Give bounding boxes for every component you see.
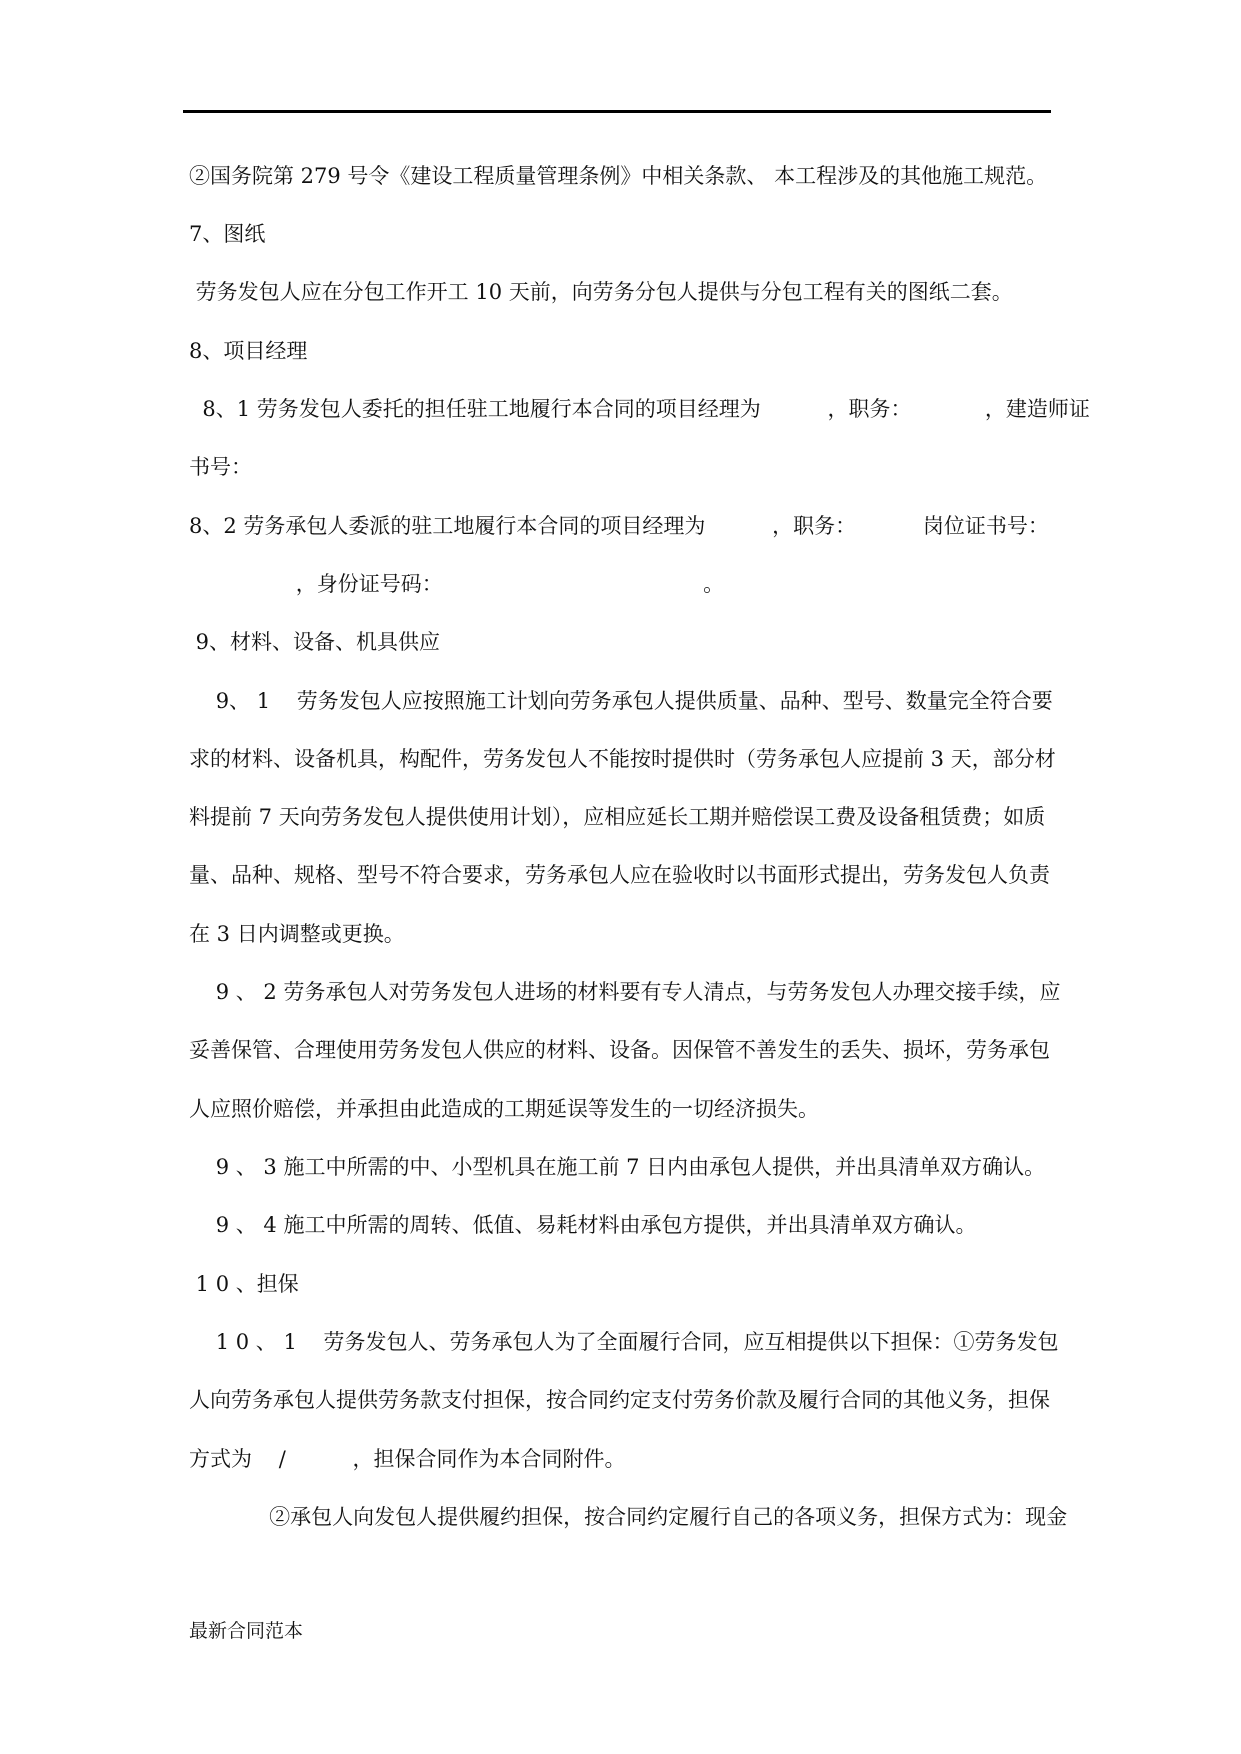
text-line: 9 、 2 劳务承包人对劳务发包人进场的材料要有专人清点，与劳务发包人办理交接手续，应 — [189, 980, 1061, 1004]
text-line: 9、 1 劳务发包人应按照施工计划向劳务承包人提供质量、品种、型号、数量完全符合要 — [189, 689, 1053, 713]
text-line: ②国务院第 279 号令《建设工程质量管理条例》中相关条款、 本工程涉及的其他施工规范。 — [189, 164, 1048, 188]
page-footer: 最新合同范本 — [189, 1620, 304, 1642]
text-line: 9 、 3 施工中所需的中、小型机具在施工前 7 日内由承包人提供，并出具清单双方确认。 — [189, 1155, 1046, 1179]
text-line: 8、1 劳务发包人委托的担任驻工地履行本合同的项目经理为 ，职务： ，建造师证 — [189, 397, 1090, 421]
text-line: 9 、 4 施工中所需的周转、低值、易耗材料由承包方提供，并出具清单双方确认。 — [189, 1213, 977, 1237]
section-heading: 7、图纸 — [189, 222, 266, 246]
text-line: 人应照价赔偿，并承担由此造成的工期延误等发生的一切经济损失。 — [189, 1097, 819, 1121]
text-line: 1 0 、 1 劳务发包人、劳务承包人为了全面履行合同，应互相提供以下担保：①劳务发包 — [189, 1330, 1059, 1354]
text-line: 8、2 劳务承包人委派的驻工地履行本合同的项目经理为 ，职务： 岗位证书号： — [189, 514, 1049, 538]
section-heading: 8、项目经理 — [189, 339, 308, 363]
text-line: ，身份证号码： 。 — [189, 572, 725, 596]
text-line: 求的材料、设备机具，构配件，劳务发包人不能按时提供时（劳务承包人应提前 3 天，部分材 — [189, 747, 1056, 771]
text-line: 料提前 7 天向劳务发包人提供使用计划），应相应延长工期并赔偿误工费及设备租赁费；如质 — [189, 805, 1046, 829]
text-line: 书号： — [189, 455, 252, 479]
text-line: 人向劳务承包人提供劳务款支付担保，按合同约定支付劳务价款及履行合同的其他义务，担保 — [189, 1388, 1050, 1412]
text-line: 劳务发包人应在分包工作开工 10 天前，向劳务分包人提供与分包工程有关的图纸二套。 — [189, 280, 1013, 304]
header-rule — [183, 110, 1051, 113]
section-heading: 9、材料、设备、机具供应 — [189, 630, 441, 654]
text-line: 量、品种、规格、型号不符合要求，劳务承包人应在验收时以书面形式提出，劳务发包人负责 — [189, 863, 1050, 887]
text-line: 妥善保管、合理使用劳务发包人供应的材料、设备。因保管不善发生的丢失、损坏，劳务承包 — [189, 1038, 1050, 1062]
section-heading: 1 0 、担保 — [189, 1272, 299, 1296]
text-line: 方式为 / ，担保合同作为本合同附件。 — [189, 1447, 626, 1471]
text-line: 在 3 日内调整或更换。 — [189, 922, 405, 946]
text-line: ②承包人向发包人提供履约担保，按合同约定履行自己的各项义务，担保方式为：现金 — [189, 1505, 1068, 1529]
